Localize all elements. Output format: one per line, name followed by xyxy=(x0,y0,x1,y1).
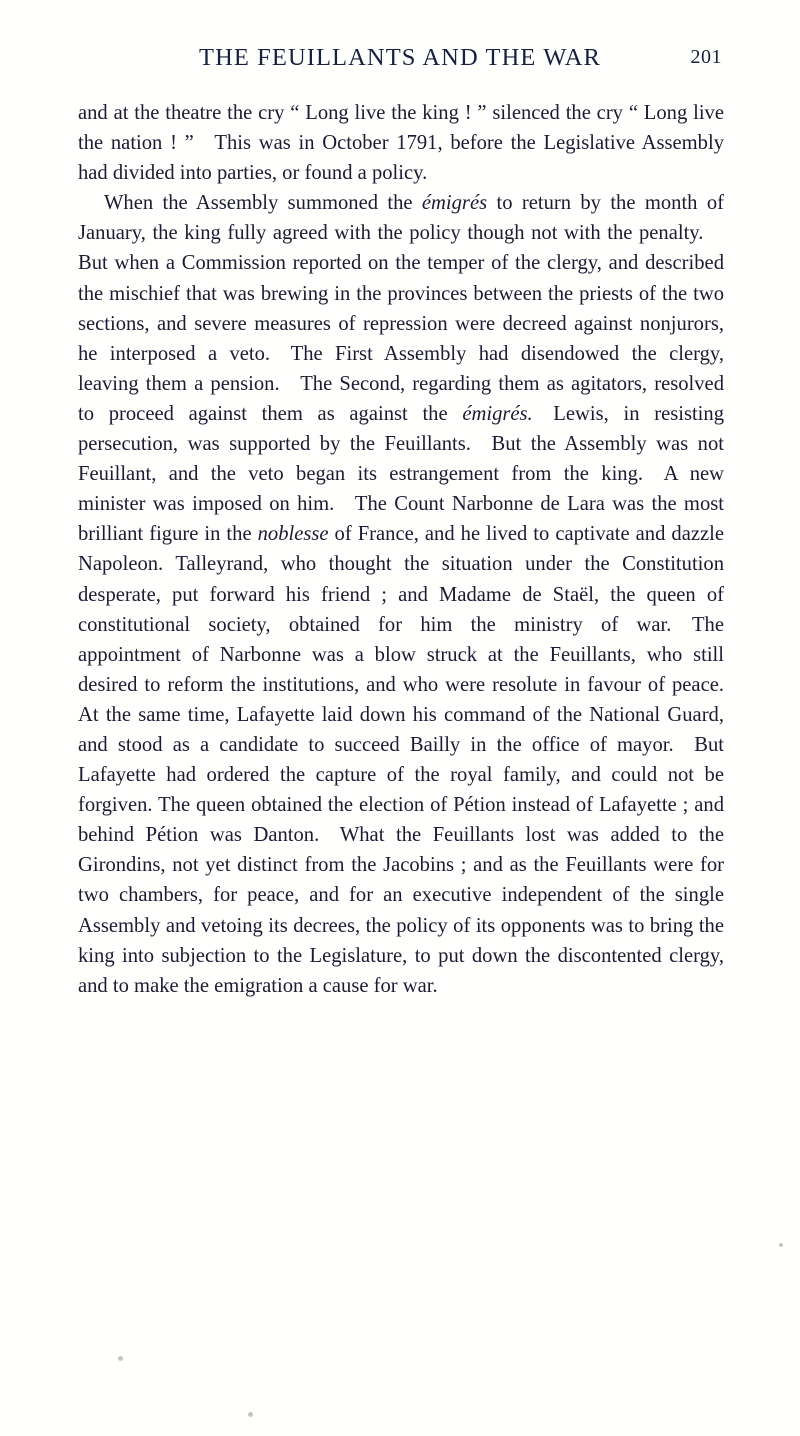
body-text xyxy=(78,98,724,1001)
paper-speck xyxy=(118,1356,123,1361)
page-header xyxy=(78,44,722,72)
paper-speck xyxy=(779,1243,783,1247)
paper-speck xyxy=(248,1412,253,1417)
page-number: 201 xyxy=(690,46,722,68)
paragraph-2: When the Assembly summoned the émigrés to return by the month of January, the king fully agreed with the policy though not with the penalty. But when a Commission reported on the temper of the clergy, and described the mischief that was brewing in the provinces between the priests of the two sections, and severe measures of repression were decreed against nonjurors, he interposed a veto. The First Assembly had disendowed the clergy, leaving them a pension. The Second, regarding them as agitators, resolved to proceed against them as against the émigrés. Lewis, in resisting persecution, was supported by the Feuillants. But the Assembly was not Feuillant, and the veto began its estrangement from the king. A new minister was imposed on him. The Count Narbonne de Lara was the most brilliant figure in the noblesse of France, and he lived to captivate and dazzle Napoleon. Talleyrand, who thought the situation under the Constitution desperate, put forward his friend ; and Madame de Staël, the queen of constitutional society, obtained for him the ministry of war. The appointment of Narbonne was a blow struck at the Feuillants, who still desired to reform the institutions, and who were resolute in favour of peace. At the same time, Lafayette laid down his command of the National Guard, and stood as a candidate to succeed Bailly in the office of mayor. But Lafayette had ordered the capture of the royal family, and could not be forgiven. The queen obtained the election of Pétion instead of Lafayette ; and behind Pétion was Danton. What the Feuillants lost was added to the Girondins, not yet distinct from the Jacobins ; and as the Feuillants were for two chambers, for peace, and for an executive independent of the single Assembly and vetoing its decrees, the policy of its opponents was to bring the king into subjection to the Legislature, to put down the discontented clergy, and to make the emigration a cause for war. xyxy=(78,192,725,997)
running-head: THE FEUILLANTS AND THE WAR xyxy=(199,44,601,71)
paragraph-1: and at the theatre the cry “ Long live the king ! ” silenced the cry “ Long live the nation ! ” This was in October 1791, before the Legislative Assembly had divided into parties, or found a policy. xyxy=(78,102,724,185)
